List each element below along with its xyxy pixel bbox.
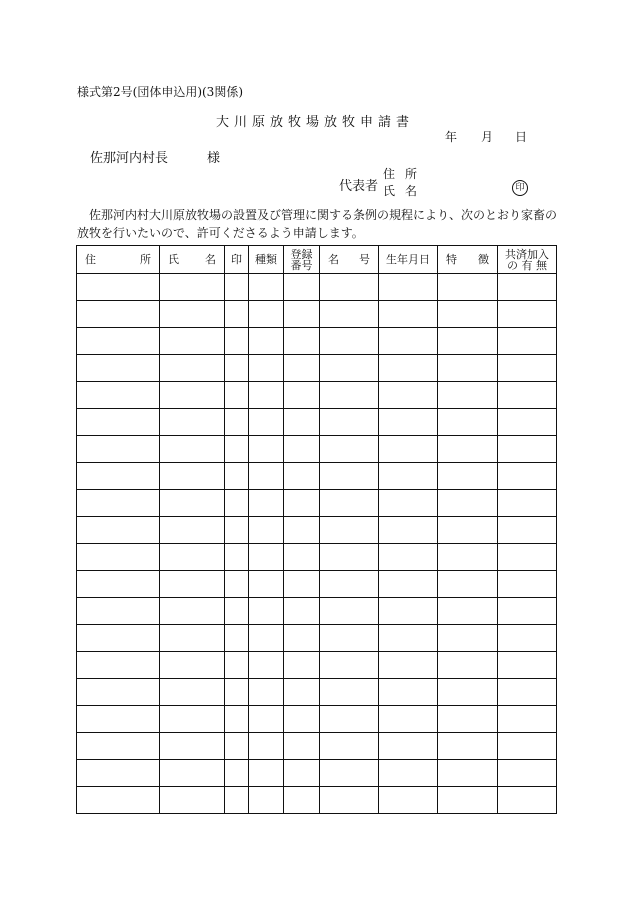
table-cell[interactable] [284,625,320,652]
table-cell[interactable] [160,679,225,706]
header-address: 住 所 [77,246,160,274]
table-cell[interactable] [498,328,557,355]
table-cell[interactable] [498,652,557,679]
table-cell[interactable] [77,652,160,679]
table-cell[interactable] [160,787,225,814]
table-cell[interactable] [225,598,249,625]
header-animal-name: 名 号 [320,246,379,274]
table-cell[interactable] [77,625,160,652]
application-statement: 佐那河内村大川原放牧場の設置及び管理に関する条例の規程により、次のとおり家畜の放牧を行いたいので、許可くださるよう申請します。 [77,208,558,240]
table-cell[interactable] [498,301,557,328]
table-cell[interactable] [284,679,320,706]
table-cell[interactable] [284,382,320,409]
table-cell[interactable] [379,382,438,409]
table-cell[interactable] [284,517,320,544]
table-cell[interactable] [320,436,379,463]
table-cell[interactable] [284,463,320,490]
table-cell[interactable] [77,490,160,517]
table-cell[interactable] [77,382,160,409]
table-cell[interactable] [379,355,438,382]
table-cell[interactable] [438,274,498,301]
table-row [77,490,557,517]
table-cell[interactable] [77,760,160,787]
header-birthdate: 生年月日 [379,246,438,274]
table-cell[interactable] [498,598,557,625]
table-cell[interactable] [160,598,225,625]
table-row [77,598,557,625]
table-cell[interactable] [249,490,284,517]
table-cell[interactable] [438,760,498,787]
table-cell[interactable] [77,274,160,301]
table-cell[interactable] [225,274,249,301]
table-cell[interactable] [284,733,320,760]
table-cell[interactable] [249,328,284,355]
table-cell[interactable] [225,544,249,571]
table-cell[interactable] [438,463,498,490]
table-cell[interactable] [225,679,249,706]
table-cell[interactable] [160,490,225,517]
table-cell[interactable] [225,517,249,544]
table-cell[interactable] [249,598,284,625]
table-row [77,463,557,490]
table-cell[interactable] [379,328,438,355]
table-cell[interactable] [77,787,160,814]
table-cell[interactable] [284,301,320,328]
table-cell[interactable] [438,328,498,355]
table-cell[interactable] [379,436,438,463]
table-cell[interactable] [438,652,498,679]
table-cell[interactable] [498,517,557,544]
table-cell[interactable] [225,760,249,787]
table-cell[interactable] [77,517,160,544]
table-cell[interactable] [225,733,249,760]
table-cell[interactable] [438,382,498,409]
table-row [77,679,557,706]
table-cell[interactable] [77,463,160,490]
table-cell[interactable] [225,625,249,652]
table-cell[interactable] [160,274,225,301]
representative-address-label: 住所 [383,167,428,181]
table-cell[interactable] [225,409,249,436]
table-cell[interactable] [284,328,320,355]
table-cell[interactable] [438,625,498,652]
table-cell[interactable] [320,571,379,598]
table-cell[interactable] [379,706,438,733]
header-name: 氏 名 [160,246,225,274]
table-cell[interactable] [379,409,438,436]
table-header-row [77,246,557,274]
representative-label: 代表者 [339,179,379,194]
table-cell[interactable] [438,706,498,733]
table-cell[interactable] [249,382,284,409]
table-cell[interactable] [284,274,320,301]
table-cell[interactable] [225,571,249,598]
table-cell[interactable] [77,409,160,436]
table-cell[interactable] [284,652,320,679]
table-cell[interactable] [249,652,284,679]
table-row [77,328,557,355]
table-cell[interactable] [438,301,498,328]
table-cell[interactable] [379,301,438,328]
table-cell[interactable] [320,652,379,679]
table-cell[interactable] [379,652,438,679]
table-cell[interactable] [284,490,320,517]
table-cell[interactable] [249,274,284,301]
table-cell[interactable] [249,787,284,814]
table-cell[interactable] [320,355,379,382]
table-cell[interactable] [77,706,160,733]
table-cell[interactable] [225,301,249,328]
table-cell[interactable] [249,679,284,706]
table-cell[interactable] [498,436,557,463]
table-cell[interactable] [160,517,225,544]
table-cell[interactable] [438,679,498,706]
header-type: 種類 [249,246,284,274]
addressee-name: 佐那河内村長 [90,151,169,166]
table-cell[interactable] [320,517,379,544]
table-row [77,274,557,301]
table-cell[interactable] [249,463,284,490]
table-cell[interactable] [77,679,160,706]
table-cell[interactable] [320,679,379,706]
table-cell[interactable] [77,544,160,571]
table-cell[interactable] [284,598,320,625]
table-cell[interactable] [438,571,498,598]
table-cell[interactable] [379,760,438,787]
table-cell[interactable] [320,463,379,490]
table-cell[interactable] [438,355,498,382]
table-cell[interactable] [320,787,379,814]
table-cell[interactable] [438,544,498,571]
table-cell[interactable] [379,598,438,625]
table-cell[interactable] [498,490,557,517]
table-cell[interactable] [77,598,160,625]
table-cell[interactable] [284,571,320,598]
table-cell[interactable] [379,787,438,814]
header-features: 特 徴 [438,246,498,274]
table-cell[interactable] [379,571,438,598]
table-cell[interactable] [225,382,249,409]
table-cell[interactable] [225,355,249,382]
table-cell[interactable] [77,328,160,355]
table-row [77,382,557,409]
table-row [77,571,557,598]
table-row [77,409,557,436]
table-cell[interactable] [498,706,557,733]
table-row [77,517,557,544]
table-cell[interactable] [77,733,160,760]
table-cell[interactable] [498,625,557,652]
table-cell[interactable] [498,679,557,706]
table-cell[interactable] [225,652,249,679]
table-cell[interactable] [225,436,249,463]
table-cell[interactable] [249,409,284,436]
table-cell[interactable] [498,382,557,409]
table-cell[interactable] [498,571,557,598]
table-row [77,787,557,814]
table-cell[interactable] [320,382,379,409]
table-row [77,625,557,652]
seal-mark: 印 [512,180,528,196]
table-cell[interactable] [320,733,379,760]
table-row [77,652,557,679]
table-cell[interactable] [379,463,438,490]
table-row [77,733,557,760]
header-seal: 印 [225,246,249,274]
table-cell[interactable] [77,355,160,382]
date-month-label: 月 [481,130,494,144]
table-cell[interactable] [160,571,225,598]
table-row [77,760,557,787]
table-cell[interactable] [438,517,498,544]
table-cell[interactable] [160,625,225,652]
table-row [77,706,557,733]
table-cell[interactable] [438,490,498,517]
table-cell[interactable] [160,436,225,463]
table-cell[interactable] [77,301,160,328]
table-cell[interactable] [77,436,160,463]
table-row [77,544,557,571]
table-cell[interactable] [498,355,557,382]
table-cell[interactable] [160,760,225,787]
table-row [77,301,557,328]
table-cell[interactable] [284,787,320,814]
table-cell[interactable] [249,517,284,544]
table-cell[interactable] [160,409,225,436]
document-title: 大川原放牧場放牧申請書 [215,115,414,130]
table-cell[interactable] [379,679,438,706]
table-cell[interactable] [379,517,438,544]
table-cell[interactable] [249,301,284,328]
table-cell[interactable] [320,760,379,787]
table-cell[interactable] [379,274,438,301]
table-cell[interactable] [379,625,438,652]
table-cell[interactable] [284,544,320,571]
header-insurance: 共済加入 の 有 無 [498,246,557,274]
table-cell[interactable] [225,463,249,490]
table-cell[interactable] [438,436,498,463]
table-cell[interactable] [160,544,225,571]
table-cell[interactable] [77,571,160,598]
table-cell[interactable] [379,544,438,571]
table-cell[interactable] [160,652,225,679]
table-cell[interactable] [438,787,498,814]
table-cell[interactable] [249,760,284,787]
addressee-honorific: 様 [207,151,221,166]
table-cell[interactable] [249,625,284,652]
date-year-label: 年 [445,130,458,144]
table-cell[interactable] [379,490,438,517]
table-cell[interactable] [160,382,225,409]
table-cell[interactable] [225,787,249,814]
table-cell[interactable] [498,544,557,571]
table-cell[interactable] [438,598,498,625]
table-cell[interactable] [284,409,320,436]
table-cell[interactable] [438,409,498,436]
table-cell[interactable] [320,544,379,571]
table-cell[interactable] [498,733,557,760]
table-cell[interactable] [379,733,438,760]
table-cell[interactable] [320,598,379,625]
table-cell[interactable] [498,760,557,787]
table-cell[interactable] [249,706,284,733]
livestock-table [76,245,557,814]
table-cell[interactable] [225,706,249,733]
table-cell[interactable] [498,409,557,436]
table-cell[interactable] [249,571,284,598]
table-cell[interactable] [498,787,557,814]
table-cell[interactable] [249,544,284,571]
table-cell[interactable] [284,706,320,733]
table-cell[interactable] [498,463,557,490]
date-day-label: 日 [515,130,528,144]
table-cell[interactable] [320,490,379,517]
table-cell[interactable] [160,706,225,733]
table-cell[interactable] [320,301,379,328]
table-cell[interactable] [160,355,225,382]
table-row [77,436,557,463]
table-cell[interactable] [320,274,379,301]
table-cell[interactable] [284,760,320,787]
table-cell[interactable] [249,436,284,463]
table-cell[interactable] [320,328,379,355]
representative-name-label: 氏名 [383,184,428,198]
header-registration: 登録 番号 [284,246,320,274]
table-cell[interactable] [225,490,249,517]
form-number: 様式第2号(団体申込用)(3関係) [77,85,243,99]
table-cell[interactable] [160,328,225,355]
table-cell[interactable] [249,355,284,382]
table-cell[interactable] [249,733,284,760]
table-row [77,355,557,382]
table-cell[interactable] [160,301,225,328]
table-cell[interactable] [160,463,225,490]
table-cell[interactable] [320,409,379,436]
table-cell[interactable] [284,355,320,382]
table-cell[interactable] [225,328,249,355]
table-cell[interactable] [438,733,498,760]
table-cell[interactable] [320,706,379,733]
table-cell[interactable] [320,625,379,652]
table-cell[interactable] [498,274,557,301]
table-cell[interactable] [160,733,225,760]
table-cell[interactable] [284,436,320,463]
